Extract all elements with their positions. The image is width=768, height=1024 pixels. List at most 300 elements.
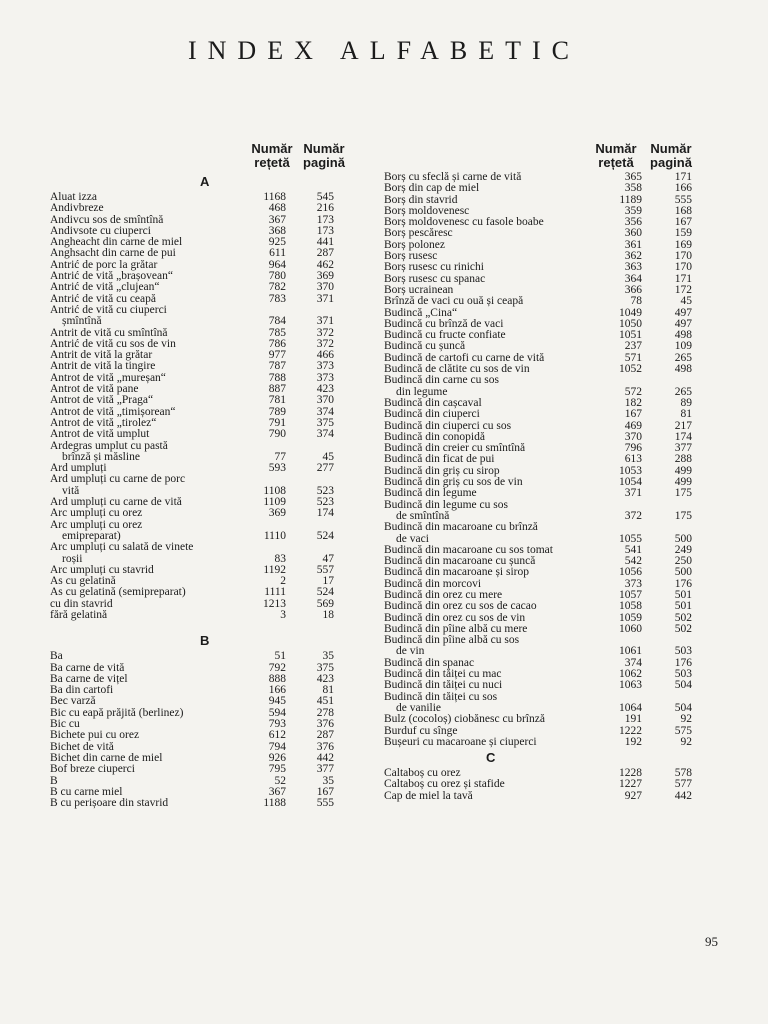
entry-recipe-number: 1059: [619, 611, 642, 624]
entry-name: Antrit de vită la tingire: [50, 360, 156, 373]
entry-page-number: 500: [674, 566, 692, 579]
entry-recipe-number: 1056: [619, 566, 642, 579]
entry-recipe-number: 1051: [619, 329, 642, 342]
entry-name: Budincă cu brînză de vaci: [384, 317, 504, 330]
entry-page-number: 374: [316, 405, 334, 418]
entry-page-number: 501: [674, 588, 692, 601]
entry-page-number: 81: [680, 408, 692, 421]
entry-page-number: 371: [316, 315, 334, 328]
entry-recipe-number: 359: [624, 204, 642, 217]
entry-page-number: 376: [316, 740, 334, 753]
entry-name: Budincă de clătite cu sos de vin: [384, 363, 530, 376]
entry-name: Bof breze ciuperci: [50, 763, 135, 776]
entry-page-number: 47: [322, 552, 334, 565]
entry-recipe-number: 373: [624, 577, 642, 590]
entry-page-number: 35: [322, 774, 334, 787]
entry-name: Ard umpluți cu carne de vită: [50, 496, 182, 509]
header-text: rețetă: [598, 155, 634, 170]
entry-recipe-number: 372: [624, 509, 642, 522]
entry-recipe-number: 1227: [619, 778, 642, 791]
entry-name: șmîntînă: [62, 315, 102, 328]
entry-recipe-number: 613: [624, 453, 642, 466]
entry-name: Anghsacht din carne de pui: [50, 247, 176, 260]
entry-recipe-number: 1192: [263, 563, 286, 576]
index-entry: [50, 542, 340, 553]
entry-name: Borș rusesc cu spanac: [384, 272, 486, 285]
entry-name: B cu carne miel: [50, 785, 123, 798]
column-header: [50, 141, 345, 172]
entry-page-number: 159: [674, 227, 692, 240]
entry-name: Ba: [50, 650, 63, 663]
entry-name: Budincă din cașcaval: [384, 396, 482, 409]
entry-recipe-number: 796: [624, 442, 642, 455]
entry-page-number: 174: [674, 430, 692, 443]
entry-recipe-number: 1111: [264, 586, 286, 599]
entry-name: Borș pescăresc: [384, 227, 453, 240]
entry-page-number: 167: [674, 216, 692, 229]
entry-page-number: 92: [680, 713, 692, 726]
entry-recipe-number: 783: [268, 292, 286, 305]
entry-name: Borș moldovenesc: [384, 204, 470, 217]
entry-name: Budincă din ciuperci cu sos: [384, 419, 512, 432]
entry-recipe-number: 964: [268, 258, 286, 271]
entry-page-number: 372: [316, 326, 334, 339]
entry-name: Bec varză: [50, 695, 96, 708]
index-entry: [384, 680, 696, 691]
entry-page-number: 369: [316, 270, 334, 283]
entry-page-number: 442: [316, 751, 334, 764]
entry-recipe-number: 927: [624, 789, 642, 802]
entry-name: As cu gelatină (semipreparat): [50, 586, 186, 599]
header-text: Număr: [251, 141, 293, 156]
entry-list-c: [384, 768, 696, 802]
entry-page-number: 569: [316, 597, 334, 610]
index-entry: [50, 429, 340, 440]
recipe-number-header: [247, 142, 297, 170]
entry-page-number: 250: [674, 555, 692, 568]
entry-recipe-number: 1222: [619, 724, 642, 737]
entry-recipe-number: 237: [624, 340, 642, 353]
entry-page-number: 575: [674, 724, 692, 737]
section-letter-b: B: [200, 633, 210, 649]
entry-recipe-number: 364: [624, 272, 642, 285]
entry-page-number: 265: [674, 351, 692, 364]
entry-recipe-number: 1057: [619, 588, 642, 601]
entry-name: Budincă din macaroane cu brînză: [384, 521, 538, 534]
entry-page-number: 45: [322, 450, 334, 463]
entry-recipe-number: 787: [268, 360, 286, 373]
entry-recipe-number: 925: [268, 236, 286, 249]
entry-name: Brînză de vaci cu ouă și ceapă: [384, 295, 524, 308]
entry-name: Budincă de cartofi cu carne de vită: [384, 351, 545, 364]
entry-recipe-number: 888: [268, 672, 286, 685]
entry-recipe-number: 469: [624, 419, 642, 432]
entry-recipe-number: 780: [268, 270, 286, 283]
entry-name: Budincă din macaroane cu sos tomat: [384, 543, 553, 556]
entry-page-number: 89: [680, 396, 692, 409]
entry-page-number: 499: [674, 476, 692, 489]
entry-name: Budincă din griș cu sos de vin: [384, 476, 523, 489]
entry-name: brînză și măsline: [62, 450, 140, 463]
entry-page-number: 503: [674, 668, 692, 681]
entry-recipe-number: 795: [268, 763, 286, 776]
entry-name: Borș rusesc cu rinichi: [384, 261, 484, 274]
entry-page-number: 265: [674, 385, 692, 398]
entry-recipe-number: 977: [268, 349, 286, 362]
entry-page-number: 171: [674, 171, 692, 183]
entry-recipe-number: 1189: [619, 193, 642, 206]
entry-name: Budincă din legume: [384, 487, 477, 500]
entry-recipe-number: 1055: [619, 532, 642, 545]
entry-recipe-number: 83: [274, 552, 286, 565]
entry-page-number: 81: [322, 684, 334, 697]
entry-page-number: 172: [674, 283, 692, 296]
entry-page-number: 249: [674, 543, 692, 556]
entry-name: Antrić de vită cu ceapă: [50, 292, 156, 305]
entry-recipe-number: 356: [624, 216, 642, 229]
index-entry: [384, 522, 696, 533]
entry-recipe-number: 794: [268, 740, 286, 753]
entry-name: de vanilie: [396, 701, 442, 714]
entry-name: roșii: [62, 552, 83, 565]
entry-page-number: 498: [674, 329, 692, 342]
entry-name: Budincă din griș cu sirop: [384, 464, 500, 477]
entry-page-number: 504: [674, 701, 692, 714]
entry-recipe-number: 572: [624, 385, 642, 398]
entry-name: Ard umpluți: [50, 462, 107, 475]
entry-recipe-number: 1061: [619, 645, 642, 658]
entry-recipe-number: 1108: [263, 484, 286, 497]
index-entry: [384, 714, 696, 725]
entry-name: de vin: [396, 645, 425, 658]
entry-name: cu din stavrid: [50, 597, 113, 610]
entry-page-number: 174: [316, 507, 334, 520]
entry-recipe-number: 192: [624, 735, 642, 748]
entry-name: Budincă din tăiței cu mac: [384, 668, 502, 681]
entry-name: Caltaboș cu orez și stafide: [384, 778, 505, 791]
entry-recipe-number: 182: [624, 396, 642, 409]
entry-recipe-number: 571: [624, 351, 642, 364]
entry-page-number: 555: [316, 797, 334, 810]
entry-name: Arc umpluți cu orez: [50, 507, 143, 520]
entry-recipe-number: 77: [274, 450, 286, 463]
entry-recipe-number: 1064: [619, 701, 642, 714]
index-entry: [50, 798, 340, 809]
entry-page-number: 278: [316, 706, 334, 719]
entry-page-number: 287: [316, 247, 334, 260]
header-text: pagină: [303, 155, 345, 170]
entry-recipe-number: 1168: [263, 191, 286, 203]
index-entry: [384, 601, 696, 612]
entry-recipe-number: 792: [268, 661, 286, 674]
entry-name: Budincă din orez cu mere: [384, 588, 503, 601]
index-entry: [384, 409, 696, 420]
entry-name: Antrot de vită „timișorean“: [50, 405, 176, 418]
entry-page-number: 373: [316, 371, 334, 384]
index-entry: [50, 708, 340, 719]
entry-name: Arc umpluți cu salată de vinete: [50, 541, 194, 554]
column-header: [384, 142, 696, 172]
entry-page-number: 17: [322, 575, 334, 588]
entry-page-number: 499: [674, 464, 692, 477]
entry-recipe-number: 611: [269, 247, 286, 260]
index-entry: [50, 282, 340, 293]
entry-page-number: 173: [316, 213, 334, 226]
entry-recipe-number: 360: [624, 227, 642, 240]
entry-page-number: 287: [316, 729, 334, 742]
entry-name: Budincă din pîine albă cu sos: [384, 634, 520, 647]
entry-name: Budincă din spanac: [384, 656, 475, 669]
entry-page-number: 370: [316, 281, 334, 294]
entry-page-number: 175: [674, 487, 692, 500]
index-entry: [384, 737, 696, 748]
entry-recipe-number: 782: [268, 281, 286, 294]
entry-name: Cap de miel la tavă: [384, 789, 473, 802]
entry-name: Budincă din orez cu sos de vin: [384, 611, 526, 624]
entry-recipe-number: 358: [624, 182, 642, 195]
index-entry: [50, 316, 340, 327]
entry-recipe-number: 594: [268, 706, 286, 719]
entry-page-number: 370: [316, 394, 334, 407]
entry-page-number: 523: [316, 496, 334, 509]
entry-recipe-number: 781: [268, 394, 286, 407]
entry-recipe-number: 945: [268, 695, 286, 708]
entry-list-a: [50, 192, 340, 621]
entry-name: Antrot de vită „tirolez“: [50, 416, 157, 429]
entry-page-number: 523: [316, 484, 334, 497]
entry-page-number: 45: [680, 295, 692, 308]
entry-name: Budincă din tăiței cu nuci: [384, 679, 503, 692]
entry-recipe-number: 468: [268, 202, 286, 215]
entry-name: Budincă din pîine albă cu mere: [384, 622, 528, 635]
index-entry: [50, 610, 340, 621]
entry-page-number: 462: [316, 258, 334, 271]
entry-name: Budincă cu șuncă: [384, 340, 466, 353]
entry-page-number: 168: [674, 204, 692, 217]
entry-name: Antrić de vită cu sos de vin: [50, 337, 176, 350]
entry-recipe-number: 370: [624, 430, 642, 443]
index-column-right: [384, 142, 696, 802]
entry-page-number: 169: [674, 238, 692, 251]
entry-name: Bic cu: [50, 718, 80, 731]
entry-name: Budincă din tăiței cu sos: [384, 690, 498, 703]
entry-recipe-number: 371: [624, 487, 642, 500]
entry-name: Antrić de vită „brașovean“: [50, 270, 173, 283]
index-entry: [384, 375, 696, 386]
entry-page-number: 176: [674, 656, 692, 669]
entry-recipe-number: 785: [268, 326, 286, 339]
index-entry: [50, 203, 340, 214]
index-entry: [50, 395, 340, 406]
section-letter-c: C: [486, 750, 496, 766]
entry-page-number: 451: [316, 695, 334, 708]
entry-name: Budincă „Cina“: [384, 306, 458, 319]
entry-name: Borș rusesc: [384, 250, 438, 263]
entry-page-number: 175: [674, 509, 692, 522]
entry-name: Budincă din carne cu sos: [384, 374, 499, 387]
index-entry: [384, 262, 696, 273]
entry-name: Budincă din ciuperci: [384, 408, 480, 421]
entry-name: Caltaboș cu orez: [384, 767, 461, 780]
entry-recipe-number: 1058: [619, 600, 642, 613]
header-text: Număr: [303, 141, 345, 156]
entry-page-number: 374: [316, 428, 334, 441]
entry-recipe-number: 1053: [619, 464, 642, 477]
entry-recipe-number: 1213: [263, 597, 286, 610]
entry-name: Antrić de vită cu ciuperci: [50, 303, 167, 316]
entry-name: Bușeuri cu macaroane și ciuperci: [384, 735, 537, 748]
entry-name: Bic cu eapă prăjită (berlinez): [50, 706, 184, 719]
entry-page-number: 216: [316, 202, 334, 215]
entry-name: Antrot de vită pane: [50, 383, 139, 396]
entry-name: Angheacht din carne de miel: [50, 236, 183, 249]
entry-name: Ba carne de vițel: [50, 672, 128, 685]
entry-name: Budincă din conopidă: [384, 430, 485, 443]
entry-recipe-number: 541: [624, 543, 642, 556]
entry-recipe-number: 1049: [619, 306, 642, 319]
entry-recipe-number: 612: [268, 729, 286, 742]
entry-name: Antrot de vită umplut: [50, 428, 150, 441]
entry-page-number: 504: [674, 679, 692, 692]
header-text: Număr: [595, 141, 637, 156]
entry-page-number: 557: [316, 563, 334, 576]
entry-name: Antrot de vită „Praga“: [50, 394, 154, 407]
entry-name: Budincă din creier cu smîntînă: [384, 442, 526, 455]
entry-recipe-number: 1228: [619, 767, 642, 780]
entry-name: Budincă din ficat de pui: [384, 453, 495, 466]
entry-recipe-number: 374: [624, 656, 642, 669]
entry-recipe-number: 793: [268, 718, 286, 731]
entry-page-number: 166: [674, 182, 692, 195]
entry-recipe-number: 369: [268, 507, 286, 520]
entry-name: emipreparat): [62, 529, 121, 542]
entry-recipe-number: 365: [624, 171, 642, 183]
entry-name: Borș polonez: [384, 238, 446, 251]
entry-name: Budincă cu fructe confiate: [384, 329, 506, 342]
entry-name: Burduf cu sînge: [384, 724, 458, 737]
index-entry: [384, 567, 696, 578]
index-entry: [50, 474, 340, 485]
page-number-header: [646, 142, 696, 170]
entry-page-number: 217: [674, 419, 692, 432]
entry-name: Bichet din carne de miel: [50, 751, 163, 764]
header-text: Număr: [650, 141, 692, 156]
entry-recipe-number: 1050: [619, 317, 642, 330]
entry-name: Borș ucrainean: [384, 283, 454, 296]
entry-name: Antrić de porc la grătar: [50, 258, 158, 271]
entry-name: Andivcu sos de smîntînă: [50, 213, 164, 226]
entry-name: Andivbreze: [50, 202, 104, 215]
entry-page-number: 176: [674, 577, 692, 590]
entry-page-number: 288: [674, 453, 692, 466]
entry-recipe-number: 791: [268, 416, 286, 429]
entry-page-number: 500: [674, 532, 692, 545]
entry-recipe-number: 786: [268, 337, 286, 350]
index-entry: [384, 296, 696, 307]
page-number-header: [299, 142, 349, 170]
entry-page-number: 555: [674, 193, 692, 206]
entry-name: B cu perișoare din stavrid: [50, 797, 169, 810]
entry-name: B: [50, 774, 58, 787]
entry-page-number: 18: [322, 608, 334, 621]
index-entry: [50, 730, 340, 741]
index-entry: [384, 635, 696, 646]
entry-name: Aluat izza: [50, 191, 97, 203]
entry-recipe-number: 1109: [263, 496, 286, 509]
entry-name: Bichete pui cu orez: [50, 729, 140, 742]
entry-page-number: 578: [674, 767, 692, 780]
entry-name: Arc umpluți cu stavrid: [50, 563, 154, 576]
entry-page-number: 545: [316, 191, 334, 203]
entry-recipe-number: 52: [274, 774, 286, 787]
entry-name: Budincă din macaroane și sirop: [384, 566, 529, 579]
entry-name: Bulz (cocoloș) ciobănesc cu brînză: [384, 713, 545, 726]
entry-recipe-number: 167: [624, 408, 642, 421]
index-entry: [50, 508, 340, 519]
entry-name: As cu gelatină: [50, 575, 116, 588]
entry-recipe-number: 367: [268, 213, 286, 226]
entry-name: vită: [62, 484, 80, 497]
entry-name: Borș din stavrid: [384, 193, 458, 206]
entry-page-number: 375: [316, 661, 334, 674]
entry-name: Ard umpluți cu carne de porc: [50, 473, 186, 486]
entry-list-b-cont: [384, 172, 696, 748]
entry-name: Bichet de vită: [50, 740, 114, 753]
entry-name: de vaci: [396, 532, 429, 545]
entry-recipe-number: 1063: [619, 679, 642, 692]
entry-recipe-number: 926: [268, 751, 286, 764]
entry-recipe-number: 1188: [263, 797, 286, 810]
entry-page-number: 92: [680, 735, 692, 748]
entry-recipe-number: 784: [268, 315, 286, 328]
entry-recipe-number: 367: [268, 785, 286, 798]
page-title: INDEX ALFABETIC: [187, 36, 580, 65]
entry-name: Antrot de vită „mureșan“: [50, 371, 166, 384]
entry-page-number: 423: [316, 672, 334, 685]
entry-name: Arc umpluți cu orez: [50, 518, 143, 531]
page-number: 95: [705, 934, 718, 949]
entry-name: de smîntînă: [396, 509, 450, 522]
entry-page-number: 423: [316, 383, 334, 396]
entry-page-number: 524: [316, 586, 334, 599]
entry-name: din legume: [396, 385, 448, 398]
entry-name: Antrit de vită cu smîntînă: [50, 326, 168, 339]
entry-name: Ba carne de vită: [50, 661, 125, 674]
entry-page-number: 497: [674, 306, 692, 319]
index-entry: [50, 764, 340, 775]
entry-page-number: 442: [674, 789, 692, 802]
entry-name: Antrit de vită la grătar: [50, 349, 153, 362]
entry-page-number: 377: [674, 442, 692, 455]
entry-recipe-number: 51: [274, 650, 286, 663]
entry-recipe-number: 191: [624, 713, 642, 726]
entry-name: Antrić de vită „clujean“: [50, 281, 160, 294]
entry-page-number: 441: [316, 236, 334, 249]
entry-recipe-number: 593: [268, 462, 286, 475]
entry-page-number: 524: [316, 529, 334, 542]
entry-page-number: 173: [316, 224, 334, 237]
entry-page-number: 497: [674, 317, 692, 330]
entry-page-number: 109: [674, 340, 692, 353]
entry-page-number: 501: [674, 600, 692, 613]
entry-page-number: 170: [674, 250, 692, 263]
entry-name: fără gelatină: [50, 608, 108, 621]
entry-name: Budincă din morcovi: [384, 577, 482, 590]
index-entry: [50, 651, 340, 662]
entry-name: Budincă din macaroane cu șuncă: [384, 555, 536, 568]
entry-recipe-number: 366: [624, 283, 642, 296]
entry-name: Ardegras umplut cu pastă: [50, 439, 168, 452]
